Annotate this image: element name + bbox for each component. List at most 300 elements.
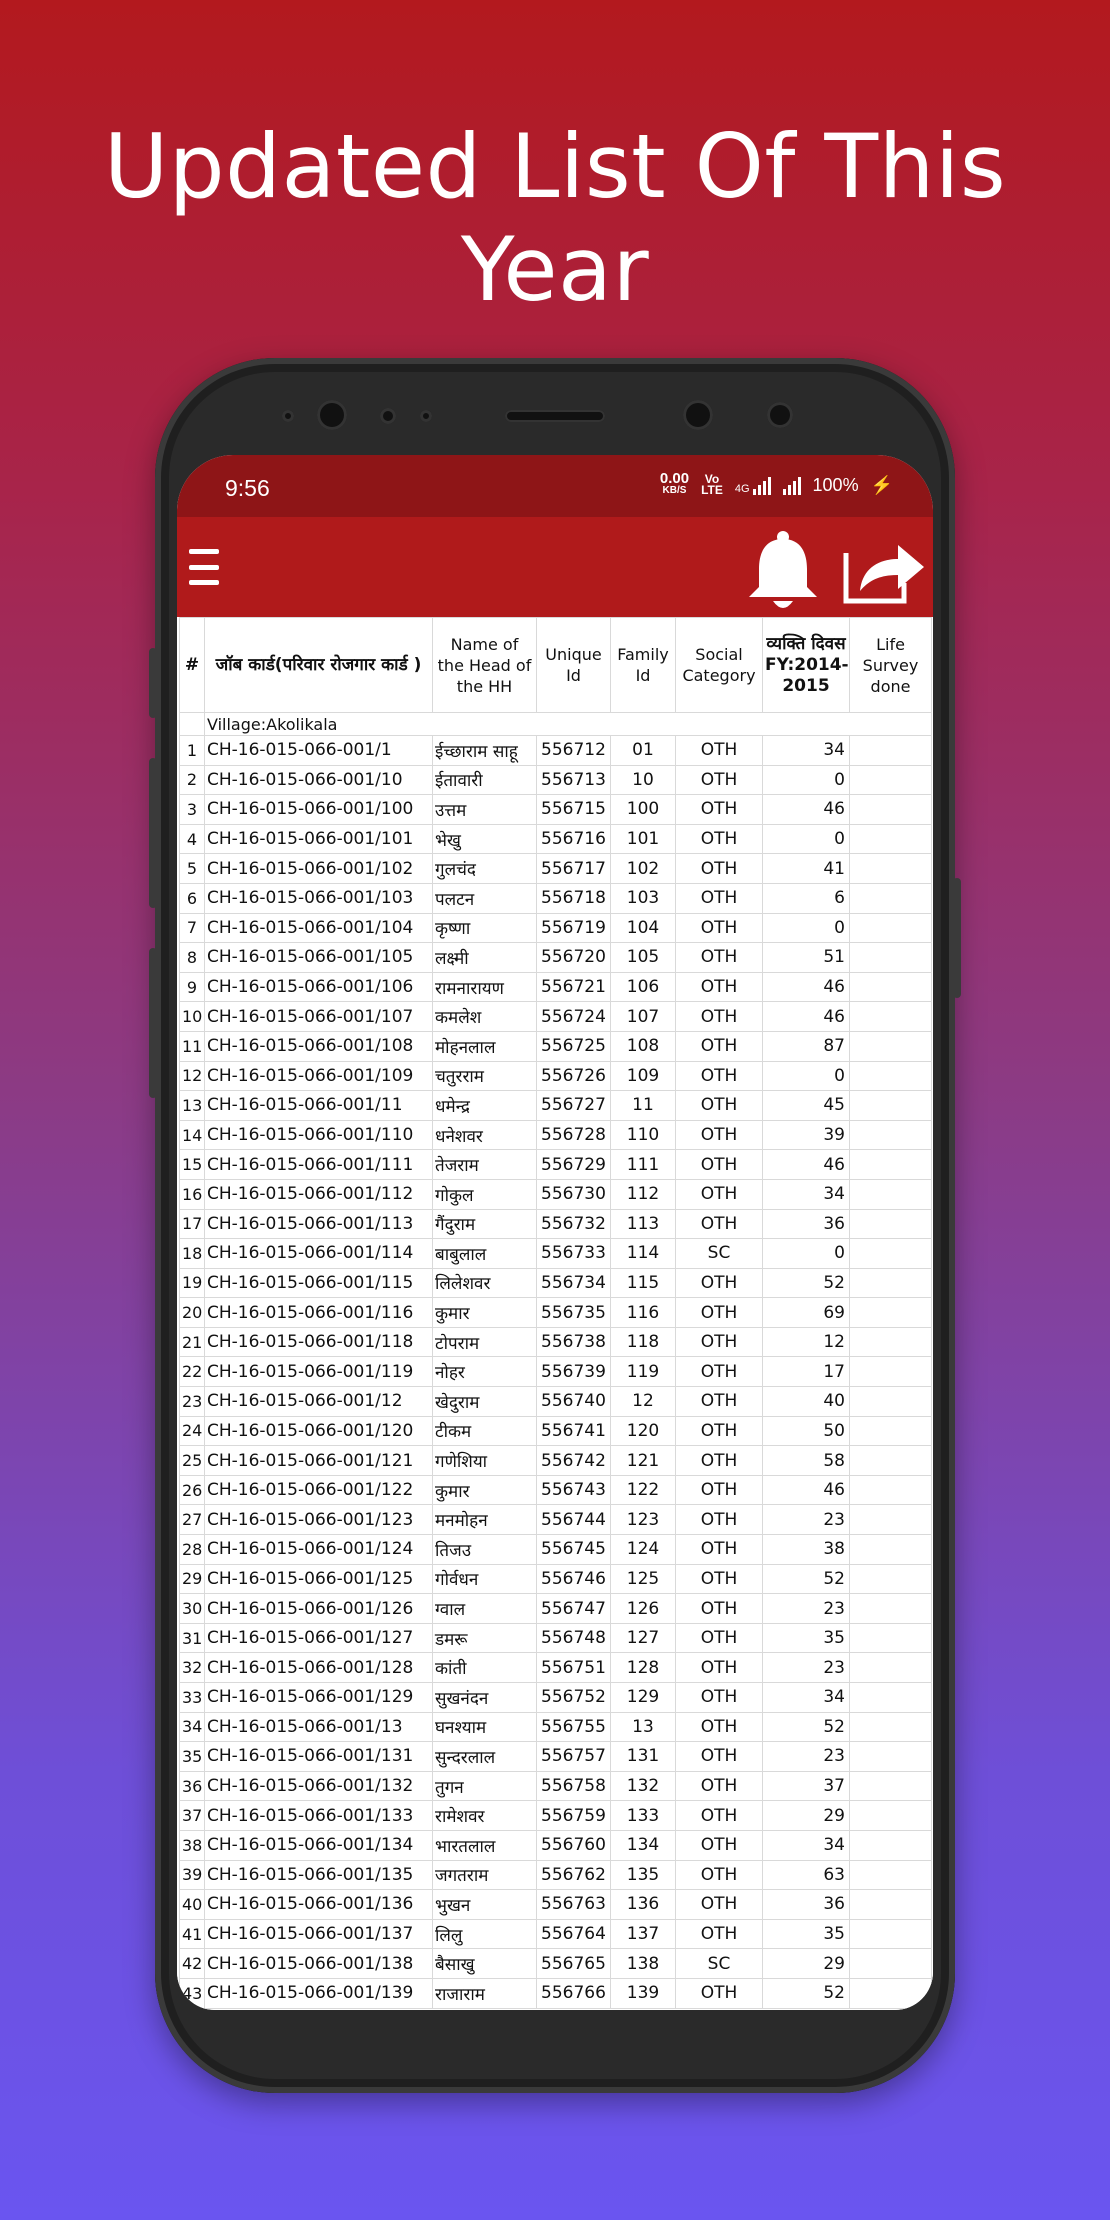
- family-id: 103: [611, 883, 676, 913]
- table-row[interactable]: [180, 1416, 932, 1446]
- table-row[interactable]: [180, 1564, 932, 1594]
- table-row[interactable]: [180, 1860, 932, 1890]
- life-survey-cell: [850, 1327, 932, 1357]
- family-id: 128: [611, 1653, 676, 1683]
- job-card-number: CH-16-015-066-001/139: [205, 1978, 433, 2008]
- job-card-number: CH-16-015-066-001/101: [205, 824, 433, 854]
- family-id: 134: [611, 1830, 676, 1860]
- row-index: 1: [180, 736, 205, 766]
- job-card-number: CH-16-015-066-001/133: [205, 1801, 433, 1831]
- family-id: 132: [611, 1771, 676, 1801]
- social-category: OTH: [676, 765, 763, 795]
- job-card-number: CH-16-015-066-001/109: [205, 1061, 433, 1091]
- life-survey-cell: [850, 1830, 932, 1860]
- village-name: Village:Akolikala: [205, 713, 932, 736]
- job-card-number: CH-16-015-066-001/108: [205, 1031, 433, 1061]
- head-name: उत्तम: [433, 795, 537, 825]
- job-card-number: CH-16-015-066-001/116: [205, 1298, 433, 1328]
- table-row[interactable]: [180, 1061, 932, 1091]
- unique-id: 556728: [537, 1120, 611, 1150]
- status-bar: [177, 455, 933, 517]
- family-id: 131: [611, 1742, 676, 1772]
- table-row[interactable]: [180, 1949, 932, 1979]
- person-days: 34: [763, 1683, 850, 1713]
- family-id: 107: [611, 1002, 676, 1032]
- row-index: 32: [180, 1653, 205, 1683]
- table-row[interactable]: [180, 1978, 932, 2008]
- job-card-number: CH-16-015-066-001/128: [205, 1653, 433, 1683]
- social-category: OTH: [676, 824, 763, 854]
- social-category: OTH: [676, 1209, 763, 1239]
- table-row[interactable]: [180, 1091, 932, 1121]
- social-category: OTH: [676, 736, 763, 766]
- head-name: राजाराम: [433, 1978, 537, 2008]
- person-days: 46: [763, 1475, 850, 1505]
- unique-id: 556726: [537, 1061, 611, 1091]
- volume-down-button: [149, 948, 157, 1098]
- family-id: 127: [611, 1623, 676, 1653]
- life-survey-cell: [850, 1061, 932, 1091]
- life-survey-cell: [850, 824, 932, 854]
- head-name: सुन्दरलाल: [433, 1742, 537, 1772]
- family-id: 121: [611, 1446, 676, 1476]
- job-card-number: CH-16-015-066-001/105: [205, 943, 433, 973]
- job-card-number: CH-16-015-066-001/119: [205, 1357, 433, 1387]
- row-index: 33: [180, 1683, 205, 1713]
- table-row[interactable]: [180, 1327, 932, 1357]
- status-time: 9:56: [225, 475, 270, 501]
- row-index: 8: [180, 943, 205, 973]
- head-name: पलटन: [433, 883, 537, 913]
- life-survey-cell: [850, 943, 932, 973]
- social-category: OTH: [676, 1416, 763, 1446]
- header-index: #: [180, 618, 205, 713]
- table-row[interactable]: [180, 1209, 932, 1239]
- job-card-number: CH-16-015-066-001/106: [205, 972, 433, 1002]
- life-survey-cell: [850, 1535, 932, 1565]
- row-index: 26: [180, 1475, 205, 1505]
- job-card-number: CH-16-015-066-001/1: [205, 736, 433, 766]
- table-row[interactable]: [180, 1505, 932, 1535]
- table-row[interactable]: [180, 1771, 932, 1801]
- social-category: OTH: [676, 1298, 763, 1328]
- unique-id: 556734: [537, 1268, 611, 1298]
- person-days: 12: [763, 1327, 850, 1357]
- person-days: 0: [763, 765, 850, 795]
- row-index: 28: [180, 1535, 205, 1565]
- status-icons: [659, 470, 893, 497]
- unique-id: 556727: [537, 1091, 611, 1121]
- head-name: लक्ष्मी: [433, 943, 537, 973]
- family-id: 123: [611, 1505, 676, 1535]
- unique-id: 556725: [537, 1031, 611, 1061]
- unique-id: 556757: [537, 1742, 611, 1772]
- row-index: 31: [180, 1623, 205, 1653]
- job-card-number: CH-16-015-066-001/135: [205, 1860, 433, 1890]
- table-header-row: [180, 618, 932, 713]
- life-survey-cell: [850, 1742, 932, 1772]
- family-id: 113: [611, 1209, 676, 1239]
- social-category: OTH: [676, 1890, 763, 1920]
- social-category: OTH: [676, 1564, 763, 1594]
- job-card-number: CH-16-015-066-001/136: [205, 1890, 433, 1920]
- family-id: 114: [611, 1239, 676, 1269]
- row-index: 6: [180, 883, 205, 913]
- table-row[interactable]: [180, 1150, 932, 1180]
- head-name: बाबुलाल: [433, 1239, 537, 1269]
- unique-id: 556716: [537, 824, 611, 854]
- head-name: सुखनंदन: [433, 1683, 537, 1713]
- life-survey-cell: [850, 765, 932, 795]
- head-name: धनेशवर: [433, 1120, 537, 1150]
- row-index: 11: [180, 1031, 205, 1061]
- table-row[interactable]: [180, 1890, 932, 1920]
- table-row[interactable]: [180, 1535, 932, 1565]
- social-category: OTH: [676, 943, 763, 973]
- row-index: 15: [180, 1150, 205, 1180]
- head-name: धमेन्द्र: [433, 1091, 537, 1121]
- table-row[interactable]: [180, 883, 932, 913]
- social-category: OTH: [676, 1120, 763, 1150]
- table-row[interactable]: [180, 943, 932, 973]
- family-id: 11: [611, 1091, 676, 1121]
- iris-scanner: [767, 402, 793, 428]
- row-index: 25: [180, 1446, 205, 1476]
- life-survey-cell: [850, 1919, 932, 1949]
- job-card-number: CH-16-015-066-001/138: [205, 1949, 433, 1979]
- life-survey-cell: [850, 1298, 932, 1328]
- table-row[interactable]: [180, 1801, 932, 1831]
- table-row[interactable]: [180, 1298, 932, 1328]
- person-days: 23: [763, 1653, 850, 1683]
- head-name: चतुरराम: [433, 1061, 537, 1091]
- social-category: OTH: [676, 1623, 763, 1653]
- family-id: 124: [611, 1535, 676, 1565]
- sensor-dot: [420, 410, 432, 422]
- social-category: OTH: [676, 1446, 763, 1476]
- life-survey-cell: [850, 1594, 932, 1624]
- table-row[interactable]: [180, 765, 932, 795]
- unique-id: 556765: [537, 1949, 611, 1979]
- volte-icon: Vo LTE: [701, 472, 723, 497]
- table-row[interactable]: [180, 1712, 932, 1742]
- person-days: 36: [763, 1890, 850, 1920]
- header-person-days: व्यक्ति दिवस FY:2014-2015: [763, 618, 850, 713]
- person-days: 63: [763, 1860, 850, 1890]
- social-category: OTH: [676, 1179, 763, 1209]
- person-days: 45: [763, 1091, 850, 1121]
- table-row[interactable]: [180, 736, 932, 766]
- head-name: लिलेशवर: [433, 1268, 537, 1298]
- job-card-table: [179, 617, 932, 2009]
- table-row[interactable]: [180, 972, 932, 1002]
- job-card-number: CH-16-015-066-001/129: [205, 1683, 433, 1713]
- unique-id: 556720: [537, 943, 611, 973]
- headline: Updated List Of This Year: [103, 115, 1007, 321]
- table-row[interactable]: [180, 795, 932, 825]
- job-card-number: CH-16-015-066-001/134: [205, 1830, 433, 1860]
- row-index: 35: [180, 1742, 205, 1772]
- life-survey-cell: [850, 1091, 932, 1121]
- head-name: तेजराम: [433, 1150, 537, 1180]
- head-name: डमरू: [433, 1623, 537, 1653]
- table-row[interactable]: [180, 913, 932, 943]
- family-id: 105: [611, 943, 676, 973]
- header-social-category: Social Category: [676, 618, 763, 713]
- job-card-number: CH-16-015-066-001/102: [205, 854, 433, 884]
- table-row[interactable]: [180, 1475, 932, 1505]
- row-index: 36: [180, 1771, 205, 1801]
- table-row[interactable]: [180, 1653, 932, 1683]
- social-category: OTH: [676, 883, 763, 913]
- share-icon[interactable]: [842, 535, 926, 605]
- unique-id: 556748: [537, 1623, 611, 1653]
- social-category: OTH: [676, 913, 763, 943]
- social-category: OTH: [676, 1268, 763, 1298]
- header-family-id: Family Id: [611, 618, 676, 713]
- social-category: OTH: [676, 1978, 763, 2008]
- unique-id: 556743: [537, 1475, 611, 1505]
- person-days: 46: [763, 972, 850, 1002]
- person-days: 50: [763, 1416, 850, 1446]
- job-card-number: CH-16-015-066-001/124: [205, 1535, 433, 1565]
- unique-id: 556712: [537, 736, 611, 766]
- row-index: 17: [180, 1209, 205, 1239]
- unique-id: 556762: [537, 1860, 611, 1890]
- life-survey-cell: [850, 1179, 932, 1209]
- unique-id: 556741: [537, 1416, 611, 1446]
- life-survey-cell: [850, 795, 932, 825]
- table-row[interactable]: [180, 1268, 932, 1298]
- job-card-number: CH-16-015-066-001/132: [205, 1771, 433, 1801]
- volume-up-button: [149, 758, 157, 908]
- job-card-number: CH-16-015-066-001/121: [205, 1446, 433, 1476]
- table-row[interactable]: [180, 1830, 932, 1860]
- life-survey-cell: [850, 883, 932, 913]
- person-days: 46: [763, 795, 850, 825]
- life-survey-cell: [850, 1683, 932, 1713]
- unique-id: 556718: [537, 883, 611, 913]
- social-category: OTH: [676, 854, 763, 884]
- person-days: 52: [763, 1564, 850, 1594]
- head-name: तिजउ: [433, 1535, 537, 1565]
- life-survey-cell: [850, 854, 932, 884]
- person-days: 34: [763, 1179, 850, 1209]
- row-index: 9: [180, 972, 205, 1002]
- life-survey-cell: [850, 1890, 932, 1920]
- person-days: 39: [763, 1120, 850, 1150]
- person-days: 29: [763, 1949, 850, 1979]
- life-survey-cell: [850, 972, 932, 1002]
- social-category: OTH: [676, 1801, 763, 1831]
- table-row[interactable]: [180, 1387, 932, 1417]
- social-category: OTH: [676, 1387, 763, 1417]
- life-survey-cell: [850, 1978, 932, 2008]
- family-id: 129: [611, 1683, 676, 1713]
- head-name: भेखु: [433, 824, 537, 854]
- head-name: नोहर: [433, 1357, 537, 1387]
- table-row[interactable]: [180, 1446, 932, 1476]
- social-category: OTH: [676, 1061, 763, 1091]
- job-card-number: CH-16-015-066-001/114: [205, 1239, 433, 1269]
- family-id: 120: [611, 1416, 676, 1446]
- unique-id: 556729: [537, 1150, 611, 1180]
- row-index: 13: [180, 1091, 205, 1121]
- family-id: 137: [611, 1919, 676, 1949]
- table-row[interactable]: [180, 1239, 932, 1269]
- job-card-number: CH-16-015-066-001/112: [205, 1179, 433, 1209]
- unique-id: 556738: [537, 1327, 611, 1357]
- row-index: 43: [180, 1978, 205, 2008]
- family-id: 119: [611, 1357, 676, 1387]
- family-id: 110: [611, 1120, 676, 1150]
- social-category: OTH: [676, 1712, 763, 1742]
- job-card-number: CH-16-015-066-001/118: [205, 1327, 433, 1357]
- person-days: 51: [763, 943, 850, 973]
- person-days: 34: [763, 1830, 850, 1860]
- header-unique-id: Unique Id: [537, 618, 611, 713]
- person-days: 23: [763, 1505, 850, 1535]
- person-days: 52: [763, 1268, 850, 1298]
- data-speed-indicator: [659, 470, 690, 497]
- family-id: 102: [611, 854, 676, 884]
- table-row[interactable]: [180, 824, 932, 854]
- social-category: OTH: [676, 1594, 763, 1624]
- table-row[interactable]: [180, 1594, 932, 1624]
- app-bar: [177, 517, 933, 617]
- person-days: 37: [763, 1771, 850, 1801]
- table-row[interactable]: [180, 1357, 932, 1387]
- family-id: 109: [611, 1061, 676, 1091]
- unique-id: 556724: [537, 1002, 611, 1032]
- social-category: OTH: [676, 1002, 763, 1032]
- table-row[interactable]: [180, 1742, 932, 1772]
- head-name: तुगन: [433, 1771, 537, 1801]
- unique-id: 556739: [537, 1357, 611, 1387]
- person-days: 36: [763, 1209, 850, 1239]
- family-id: 133: [611, 1801, 676, 1831]
- person-days: 35: [763, 1919, 850, 1949]
- family-id: 01: [611, 736, 676, 766]
- head-name: टोपराम: [433, 1327, 537, 1357]
- row-index: 3: [180, 795, 205, 825]
- job-card-number: CH-16-015-066-001/12: [205, 1387, 433, 1417]
- table-row[interactable]: [180, 1002, 932, 1032]
- battery-percent: 100%: [812, 474, 859, 495]
- row-index: 30: [180, 1594, 205, 1624]
- table-row[interactable]: [180, 1179, 932, 1209]
- head-name: घनश्याम: [433, 1712, 537, 1742]
- power-button: [953, 878, 961, 998]
- person-days: 46: [763, 1002, 850, 1032]
- life-survey-cell: [850, 1239, 932, 1269]
- hamburger-menu-icon[interactable]: [189, 549, 219, 585]
- table-row[interactable]: [180, 1031, 932, 1061]
- family-id: 126: [611, 1594, 676, 1624]
- head-name: ईच्छाराम साहू: [433, 736, 537, 766]
- unique-id: 556732: [537, 1209, 611, 1239]
- job-card-table-container[interactable]: [177, 617, 933, 2010]
- family-id: 115: [611, 1268, 676, 1298]
- head-name: गुलचंद: [433, 854, 537, 884]
- row-index: 20: [180, 1298, 205, 1328]
- head-name: कुमार: [433, 1298, 537, 1328]
- family-id: 138: [611, 1949, 676, 1979]
- row-index: 19: [180, 1268, 205, 1298]
- row-index: 38: [180, 1830, 205, 1860]
- job-card-number: CH-16-015-066-001/127: [205, 1623, 433, 1653]
- unique-id: 556759: [537, 1801, 611, 1831]
- life-survey-cell: [850, 1712, 932, 1742]
- person-days: 17: [763, 1357, 850, 1387]
- family-id: 106: [611, 972, 676, 1002]
- person-days: 41: [763, 854, 850, 884]
- job-card-number: CH-16-015-066-001/115: [205, 1268, 433, 1298]
- unique-id: 556755: [537, 1712, 611, 1742]
- life-survey-cell: [850, 1120, 932, 1150]
- bell-icon[interactable]: [745, 529, 821, 611]
- table-row[interactable]: [180, 1120, 932, 1150]
- job-card-number: CH-16-015-066-001/111: [205, 1150, 433, 1180]
- social-category: OTH: [676, 1091, 763, 1121]
- family-id: 12: [611, 1387, 676, 1417]
- unique-id: 556747: [537, 1594, 611, 1624]
- table-row[interactable]: [180, 854, 932, 884]
- job-card-number: CH-16-015-066-001/11: [205, 1091, 433, 1121]
- table-row[interactable]: [180, 1683, 932, 1713]
- unique-id: 556715: [537, 795, 611, 825]
- job-card-number: CH-16-015-066-001/120: [205, 1416, 433, 1446]
- social-category: OTH: [676, 795, 763, 825]
- table-row[interactable]: [180, 1623, 932, 1653]
- life-survey-cell: [850, 1031, 932, 1061]
- life-survey-cell: [850, 1505, 932, 1535]
- unique-id: 556760: [537, 1830, 611, 1860]
- family-id: 139: [611, 1978, 676, 2008]
- unique-id: 556735: [537, 1298, 611, 1328]
- head-name: बैसाखु: [433, 1949, 537, 1979]
- unique-id: 556719: [537, 913, 611, 943]
- unique-id: 556766: [537, 1978, 611, 2008]
- unique-id: 556740: [537, 1387, 611, 1417]
- social-category: OTH: [676, 1475, 763, 1505]
- person-days: 0: [763, 913, 850, 943]
- unique-id: 556744: [537, 1505, 611, 1535]
- person-days: 40: [763, 1387, 850, 1417]
- head-name: भुखन: [433, 1890, 537, 1920]
- job-card-number: CH-16-015-066-001/126: [205, 1594, 433, 1624]
- job-card-number: CH-16-015-066-001/110: [205, 1120, 433, 1150]
- earpiece-speaker: [505, 410, 605, 422]
- row-index: 14: [180, 1120, 205, 1150]
- life-survey-cell: [850, 1387, 932, 1417]
- table-row[interactable]: [180, 1919, 932, 1949]
- head-name: गैंदुराम: [433, 1209, 537, 1239]
- head-name: भारतलाल: [433, 1830, 537, 1860]
- unique-id: 556733: [537, 1239, 611, 1269]
- life-survey-cell: [850, 1860, 932, 1890]
- person-days: 58: [763, 1446, 850, 1476]
- person-days: 23: [763, 1742, 850, 1772]
- person-days: 87: [763, 1031, 850, 1061]
- row-index: 39: [180, 1860, 205, 1890]
- header-head-name: Name of the Head of the HH: [433, 618, 537, 713]
- person-days: 0: [763, 824, 850, 854]
- family-id: 100: [611, 795, 676, 825]
- job-card-number: CH-16-015-066-001/103: [205, 883, 433, 913]
- social-category: SC: [676, 1949, 763, 1979]
- social-category: OTH: [676, 1742, 763, 1772]
